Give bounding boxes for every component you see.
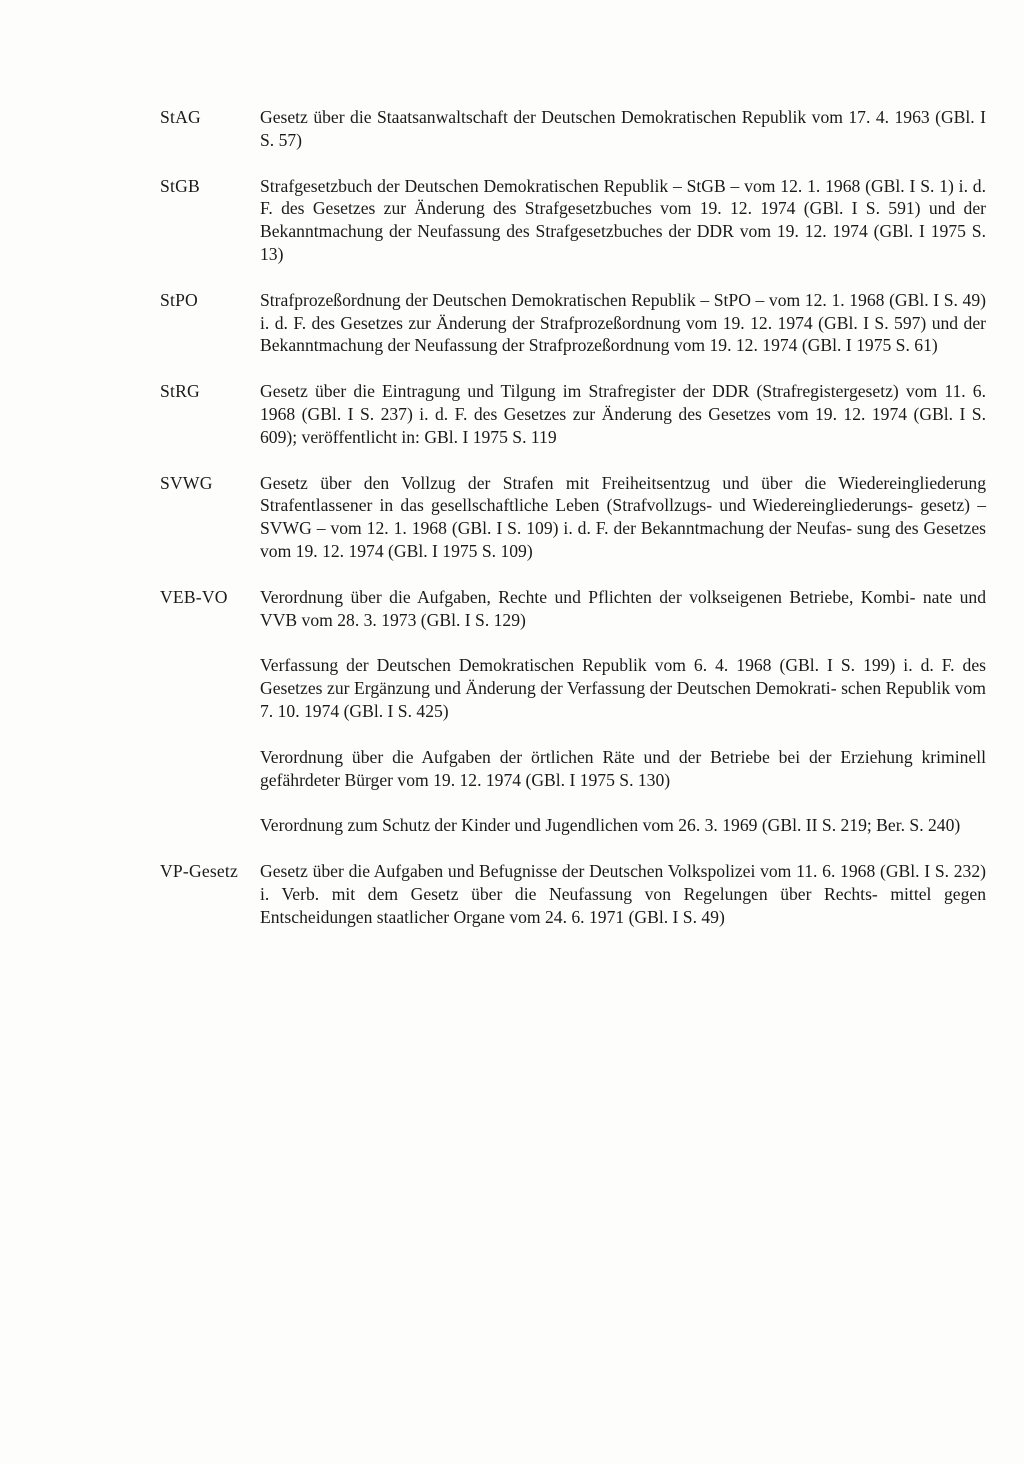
entry-abbreviation: StGB bbox=[160, 175, 200, 196]
entry-description: Strafprozeßordnung der Deutschen Demokratischen Republik – StPO – vom 12. 1. 1968 (GBl. I S. 49) i. d. F. des Gesetzes zur Änderung der Strafprozeßordnung vom 19. 12. 1974 (GBl. I S. 597) und der Bekanntmachung der Neufassung der Strafprozeßordnung vom 19. 12. 1974 (GBl. I 1975 S. 61) bbox=[260, 289, 986, 356]
entry-abbreviation: StPO bbox=[160, 289, 198, 310]
entry-stpo bbox=[160, 289, 986, 357]
entry-description: Verordnung über die Aufgaben der örtlichen Räte und der Betriebe bei der Erziehung kriminell gefährdeter Bürger vom 19. 12. 1974 (GBl. I 1975 S. 130) bbox=[260, 746, 986, 790]
entry-strg bbox=[160, 380, 986, 448]
entry-description: Gesetz über die Staatsanwaltschaft der Deutschen Demokratischen Republik vom 17. 4. 1963 (GBl. I S. 57) bbox=[260, 107, 986, 150]
entry-description: Gesetz über die Eintragung und Tilgung im Strafregister der DDR (Strafregistergesetz) vom 11. 6. 1968 (GBl. I S. 237) i. d. F. des Gesetzes zur Änderung des Gesetzes vom 19. 12. 1974 (GBl. I S. 609); veröffentlicht in: GBl. I 1975 S. 119 bbox=[260, 381, 986, 447]
entry-description: Gesetz über den Vollzug der Strafen mit Freiheitsentzug und über die Wiedereingliederung Strafentlassener in das gesellschaftliche Leben (Strafvollzugs- und Wiedereingliederungs- gesetz) – SVWG – vom 12. 1. 1968 (GBl. I S. 109) i. d. F. der Bekanntmachung der Neufas- sung des Gesetzes vom 19. 12. 1974 (GBl. I 1975 S. 109) bbox=[260, 472, 986, 561]
entry-veb-vo bbox=[160, 586, 986, 632]
entry-description: Gesetz über die Aufgaben und Befugnisse der Deutschen Volkspolizei vom 11. 6. 1968 (GBl. I S. 232) i. Verb. mit dem Gesetz über die Neufassung von Regelungen über Rechts- mittel gegen Entscheidungen staatlicher Organe vom 24. 6. 1971 (GBl. I S. 49) bbox=[260, 861, 986, 927]
entry-abbreviation bbox=[160, 746, 260, 792]
entry-description: Verordnung über die Aufgaben, Rechte und Pflichten der volkseigenen Betriebe, Kombi- nate und VVB vom 28. 3. 1973 (GBl. I S. 129) bbox=[260, 586, 986, 630]
entry-verordnung-jugendschutz bbox=[160, 814, 986, 837]
entry-abbreviation: StAG bbox=[160, 107, 201, 127]
entry-abbreviation bbox=[160, 814, 260, 837]
entry-description: Strafgesetzbuch der Deutschen Demokratischen Republik – StGB – vom 12. 1. 1968 (GBl. I S. 1) i. d. F. des Gesetzes zur Änderung des Strafgesetzbuches vom 19. 12. 1974 (GBl. I S. 591) und der Bekanntmachung der Neufassung des Strafgesetzbuches der DDR vom 19. 12. 1974 (GBl. I 1975 S. 13) bbox=[260, 175, 986, 264]
entry-description: Verordnung zum Schutz der Kinder und Jugendlichen vom 26. 3. 1969 (GBl. II S. 219; Ber. S. 240) bbox=[260, 815, 961, 836]
entry-stgb bbox=[160, 175, 986, 266]
entry-description: Verfassung der Deutschen Demokratischen Republik vom 6. 4. 1968 (GBl. I S. 199) i. d. F. des Gesetzes zur Ergänzung und Änderung der Verfassung der Deutschen Demokrati- schen Republik vom 7. 10. 1974 (GBl. I S. 425) bbox=[260, 655, 986, 721]
entry-svwg bbox=[160, 472, 986, 563]
entry-stag bbox=[160, 106, 986, 152]
entry-abbreviation: VP-Gesetz bbox=[160, 861, 239, 882]
entry-vp-gesetz bbox=[160, 860, 986, 928]
entry-verfassung bbox=[160, 654, 986, 722]
entry-abbreviation: StRG bbox=[160, 381, 200, 402]
entry-verordnung-raete bbox=[160, 746, 986, 792]
entry-abbreviation: VEB-VO bbox=[160, 586, 228, 607]
entry-abbreviation bbox=[160, 654, 260, 722]
entry-abbreviation: SVWG bbox=[160, 472, 213, 493]
abbreviation-list bbox=[160, 106, 986, 952]
